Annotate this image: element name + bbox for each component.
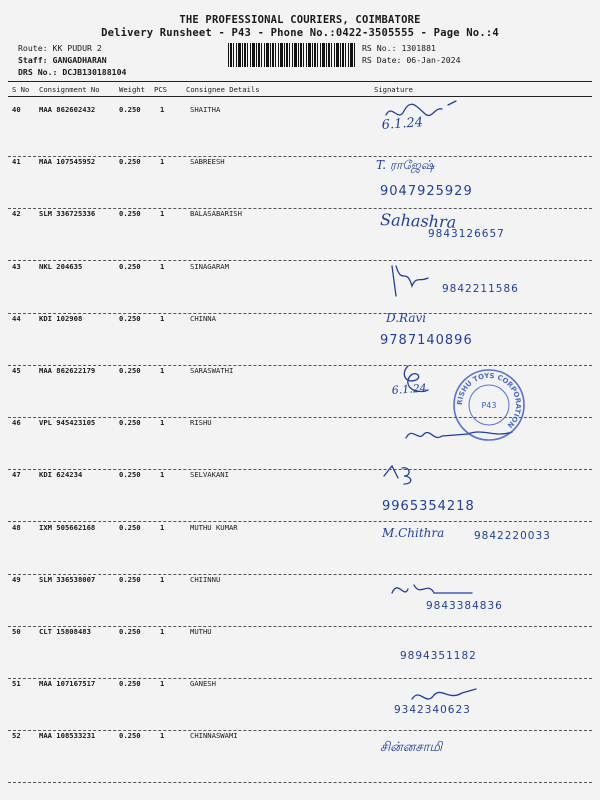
- signature-handwriting: [372, 517, 592, 571]
- cell-consignee: MUTHU KUMAR: [190, 522, 238, 532]
- barcode: [228, 43, 356, 67]
- cell-pcs: 1: [160, 209, 165, 219]
- cell-weight: 0.250: [119, 366, 141, 375]
- cell-pcs: 1: [160, 679, 165, 689]
- cell-sno: 44: [12, 313, 21, 323]
- cell-consignee: CHINNA: [190, 313, 216, 323]
- signature-name: T. ராஜேஷ்: [376, 158, 435, 173]
- route-label: Route:: [18, 43, 48, 53]
- cell-pcs: 1: [160, 261, 165, 271]
- cell-consignee: GANESH: [190, 679, 216, 689]
- table-row: [0, 157, 600, 209]
- signature-phone: 9787140896: [380, 332, 473, 348]
- cell-pcs: 1: [160, 574, 165, 584]
- signature-scrawl: [384, 466, 411, 484]
- signature-phone: 9843126657: [428, 228, 505, 241]
- col-consignee: Consignee Details: [186, 85, 260, 94]
- cell-weight: 0.250: [119, 261, 141, 271]
- cell-pcs: 1: [160, 731, 165, 741]
- cell-consignee: MUTHU: [190, 627, 212, 636]
- table-row: [0, 523, 600, 575]
- cell-pcs: 1: [160, 470, 165, 480]
- signature-handwriting: [372, 151, 592, 205]
- cell-consignment-no: SLM 336725336: [39, 209, 96, 219]
- drs-line: [18, 67, 126, 77]
- cell-weight: 0.250: [119, 313, 141, 323]
- cell-consignment-no: SLM 336538007: [39, 574, 96, 584]
- cell-pcs: 1: [160, 157, 165, 167]
- cell-weight: 0.250: [119, 418, 141, 428]
- table-row: [0, 262, 600, 314]
- runsheet-subtitle: Delivery Runsheet - P43 - Phone No.:0422-3505555 - Page No.:4: [101, 27, 499, 39]
- cell-sno: 50: [12, 627, 21, 636]
- table-row: [0, 679, 600, 731]
- table-row: [0, 470, 600, 522]
- rubber-stamp: [452, 368, 526, 442]
- cell-pcs: 1: [160, 418, 165, 428]
- cell-weight: 0.250: [119, 157, 141, 167]
- route-value: KK PUDUR 2: [52, 43, 102, 53]
- signature-phone: 9843384836: [426, 599, 503, 612]
- cell-weight: 0.250: [119, 105, 141, 114]
- cell-sno: 52: [12, 731, 21, 741]
- cell-consignee: SELVAKANI: [190, 470, 229, 480]
- cell-sno: 48: [12, 522, 21, 532]
- cell-sno: 47: [12, 470, 21, 480]
- cell-consignment-no: NKL 204635: [39, 261, 83, 271]
- table-row: [0, 105, 600, 157]
- table-top-rule: [8, 81, 592, 82]
- rs-no-value: 1301881: [401, 43, 436, 53]
- staff-value: GANGADHARAN: [52, 55, 107, 65]
- cell-consignment-no: VPL 945423105: [39, 418, 96, 428]
- signature-name: சின்னசாமி: [380, 740, 443, 756]
- col-pcs: PCS: [154, 85, 167, 94]
- cell-weight: 0.250: [119, 209, 141, 219]
- col-consignment: Consignment No: [39, 85, 100, 94]
- cell-consignee: CHIINNU: [190, 574, 221, 584]
- signature-handwriting: [372, 256, 592, 310]
- signature-handwriting: [372, 673, 592, 727]
- staff-label: Staff:: [18, 55, 48, 65]
- cell-consignee: RISHU: [190, 418, 212, 428]
- table-header-rule: [8, 96, 592, 97]
- signature-handwriting: [372, 569, 592, 623]
- cell-consignee: CHINNASWAMI: [190, 731, 238, 741]
- cell-consignee: BALASABARISH: [190, 209, 242, 219]
- col-weight: Weight: [119, 85, 145, 94]
- cell-weight: 0.250: [119, 522, 141, 532]
- signature-name: Sahashra: [379, 210, 457, 233]
- rs-no-line: [362, 43, 436, 53]
- cell-consignment-no: MAA 862602432: [39, 105, 96, 114]
- cell-weight: 0.250: [119, 731, 141, 741]
- cell-pcs: 1: [160, 522, 165, 532]
- stamp-text: RISHU TOYS CORPORATION: [455, 371, 523, 430]
- table-row: [0, 310, 600, 366]
- table-row: [0, 627, 600, 679]
- cell-sno: 43: [12, 261, 21, 271]
- cell-consignment-no: MAA 107167517: [39, 679, 96, 689]
- cell-pcs: 1: [160, 366, 165, 375]
- cell-consignment-no: MAA 107545952: [39, 157, 96, 167]
- table-row: [0, 575, 600, 627]
- cell-weight: 0.250: [119, 627, 141, 636]
- drs-label: DRS No.:: [18, 67, 58, 77]
- cell-sno: 45: [12, 366, 21, 375]
- signature-name: M.Chithra: [382, 525, 445, 540]
- signature-handwriting: [372, 621, 592, 675]
- cell-consignment-no: KDI 624234: [39, 470, 83, 480]
- cell-consignment-no: KDI 102908: [39, 313, 83, 323]
- signature-phone: 9965354218: [382, 499, 475, 515]
- staff-line: [18, 55, 107, 65]
- signature-phone: 9894351182: [400, 650, 477, 662]
- signature-scrawl: [392, 585, 472, 593]
- cell-sno: 42: [12, 209, 21, 219]
- cell-consignee: SABREESH: [190, 157, 225, 167]
- cell-consignment-no: IXM 505662168: [39, 522, 96, 532]
- cell-consignment-no: MAA 108533231: [39, 731, 96, 741]
- signature-handwriting: [372, 725, 592, 779]
- signature-scrawl: [386, 101, 456, 115]
- company-title: THE PROFESSIONAL COURIERS, COIMBATORE: [179, 14, 421, 26]
- signature-phone: 9047925929: [380, 184, 473, 200]
- cell-pcs: 1: [160, 313, 165, 323]
- signature-phone: 9842220033: [474, 529, 551, 542]
- table-row: [0, 731, 600, 783]
- cell-sno: 40: [12, 105, 21, 114]
- signature-scrawl: [412, 689, 476, 699]
- rs-no-label: RS No.:: [362, 43, 397, 53]
- cell-consignee: SARASWATHI: [190, 366, 234, 375]
- cell-sno: 46: [12, 418, 21, 428]
- signature-name: 6.1.24: [391, 381, 428, 397]
- signature-handwriting: [372, 308, 592, 362]
- route-line: [18, 43, 102, 53]
- cell-consignee: SHAITHA: [190, 105, 221, 114]
- signature-phone: 9342340623: [394, 704, 471, 717]
- cell-consignment-no: MAA 862622179: [39, 366, 96, 375]
- rs-date-line: [362, 55, 461, 65]
- cell-pcs: 1: [160, 627, 165, 636]
- col-sno: S No: [12, 85, 30, 94]
- signature-handwriting: [372, 203, 592, 257]
- signature-phone: 9842211586: [442, 282, 519, 295]
- signature-handwriting: [372, 99, 592, 153]
- signature-name: D.Ravi: [386, 310, 427, 325]
- col-signature: Signature: [374, 85, 413, 94]
- rs-date-value: 06-Jan-2024: [406, 55, 461, 65]
- signature-name: 6.1.24: [381, 115, 424, 133]
- cell-weight: 0.250: [119, 470, 141, 480]
- cell-pcs: 1: [160, 105, 165, 114]
- cell-sno: 49: [12, 574, 21, 584]
- drs-value: DCJB130188104: [62, 67, 127, 77]
- cell-weight: 0.250: [119, 574, 141, 584]
- cell-consignment-no: CLT 15808483: [39, 627, 91, 636]
- signature-scrawl: [392, 266, 428, 296]
- table-row: [0, 209, 600, 261]
- row-separator: [8, 782, 592, 783]
- cell-consignee: SINAGARAM: [190, 261, 229, 271]
- stamp-center: P43: [481, 401, 497, 410]
- rs-date-label: RS Date:: [362, 55, 402, 65]
- signature-handwriting: [372, 464, 592, 518]
- cell-weight: 0.250: [119, 679, 141, 689]
- cell-sno: 41: [12, 157, 21, 167]
- cell-sno: 51: [12, 679, 21, 689]
